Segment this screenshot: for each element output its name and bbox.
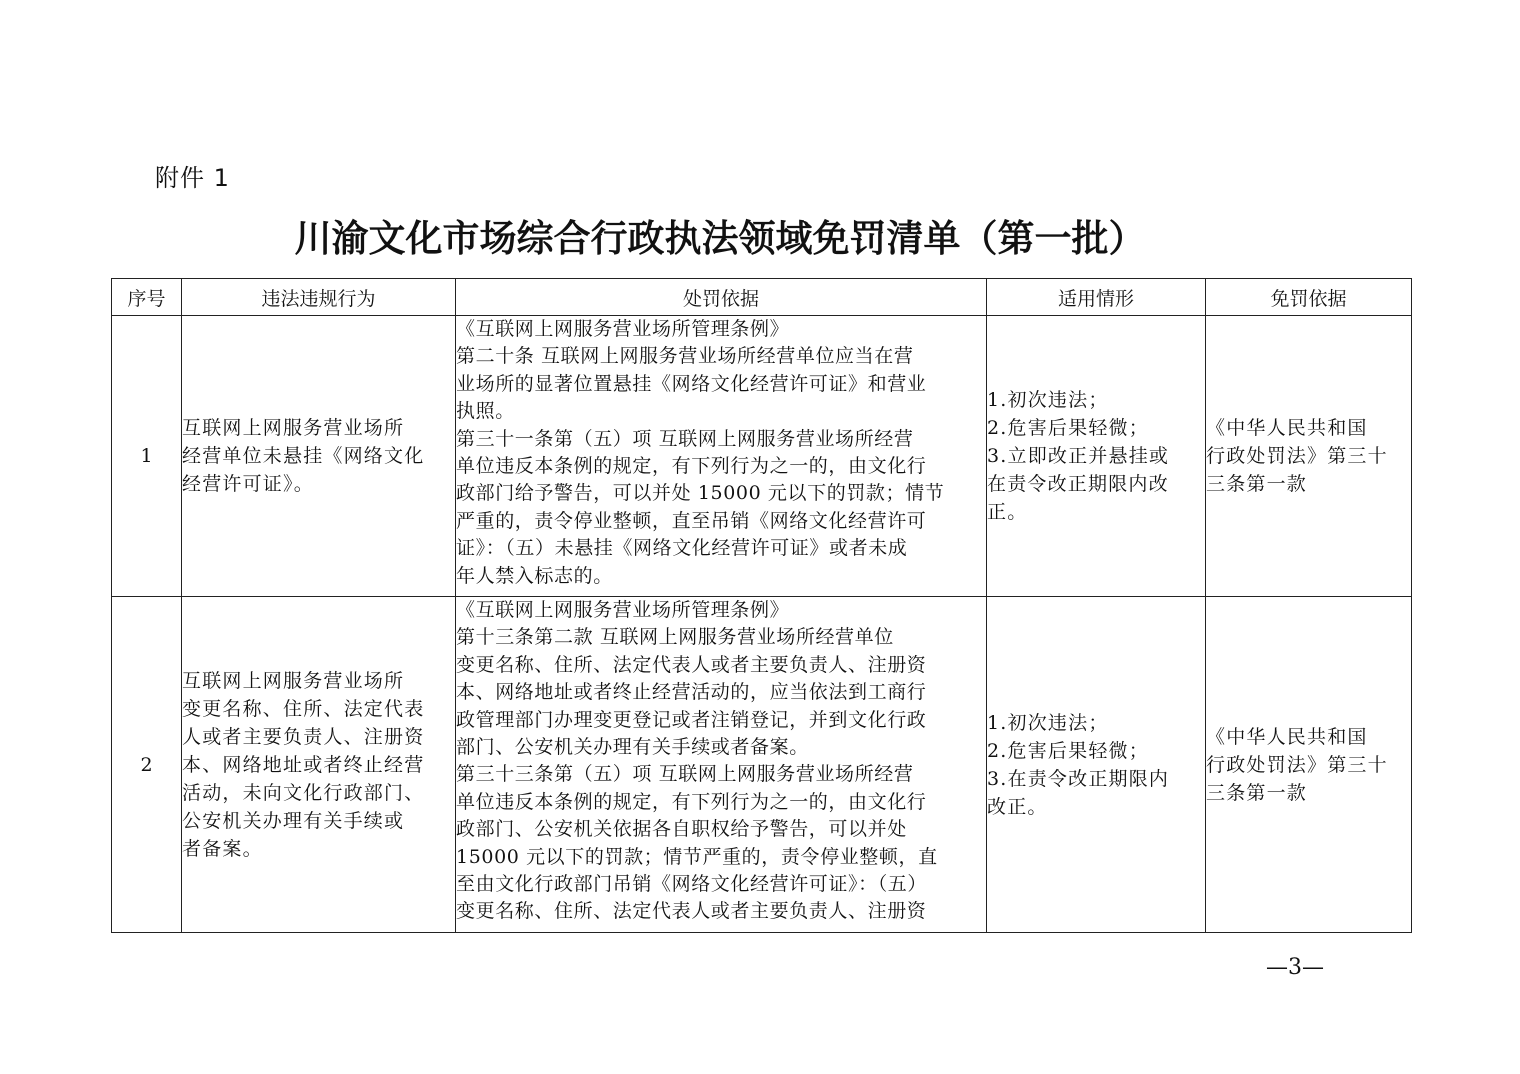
condition-line: 3.立即改正并悬挂或: [987, 445, 1170, 467]
header-exemption-basis: 免罚依据: [1206, 279, 1412, 316]
basis-line: 本、网络地址或者终止经营活动的，应当依法到工商行: [456, 681, 927, 704]
violation-cell: [182, 597, 456, 933]
penalty-basis-cell: [456, 597, 987, 933]
exemption-list-table: [111, 278, 1412, 933]
basis-line: 单位违反本条例的规定，有下列行为之一的，由文化行: [456, 455, 927, 478]
header-violation: 违法违规行为: [182, 279, 456, 316]
violation-line: 互联网上网服务营业场所: [182, 417, 405, 439]
condition-line: 1.初次违法；: [987, 711, 1109, 734]
row-number: 2: [112, 597, 182, 933]
exemption-line: 《中华人民共和国: [1206, 417, 1368, 439]
header-number: 序号: [112, 279, 182, 316]
header-applicable-conditions: 适用情形: [987, 279, 1206, 316]
violation-line: 活动，未向文化行政部门、: [182, 781, 425, 804]
condition-line: 在责令改正期限内改: [987, 473, 1169, 495]
exemption-line: 《中华人民共和国: [1206, 725, 1368, 748]
condition-line: 正。: [987, 501, 1028, 523]
table-row: [112, 597, 1412, 933]
violation-line: 公安机关办理有关手续或: [182, 809, 405, 832]
condition-line: 2.危害后果轻微；: [987, 417, 1149, 439]
basis-line: 变更名称、住所、法定代表人或者主要负责人、注册资: [456, 653, 927, 676]
basis-line: 第二十条 互联网上网服务营业场所经营单位应当在营: [456, 345, 914, 368]
exemption-line: 行政处罚法》第三十: [1206, 445, 1388, 467]
basis-line: 业场所的显著位置悬挂《网络文化经营许可证》和营业: [456, 372, 927, 395]
basis-line: 至由文化行政部门吊销《网络文化经营许可证》：（五）: [456, 873, 928, 896]
basis-line: 单位违反本条例的规定，有下列行为之一的，由文化行: [456, 790, 927, 813]
basis-line: 第三十一条第（五）项 互联网上网服务营业场所经营: [456, 427, 914, 450]
basis-line: 政部门给予警告，可以并处 15000 元以下的罚款；情节: [456, 482, 945, 505]
condition-line: 改正。: [987, 795, 1048, 818]
header-penalty-basis: 处罚依据: [456, 279, 987, 316]
basis-line: 15000 元以下的罚款；情节严重的，责令停业整顿，直: [456, 845, 938, 868]
violation-line: 者备案。: [182, 837, 263, 860]
basis-line: 部门、公安机关办理有关手续或者备案。: [456, 736, 809, 759]
condition-line: 3.在责令改正期限内: [987, 767, 1170, 790]
exemption-line: 行政处罚法》第三十: [1206, 753, 1388, 776]
exemption-basis-cell: [1206, 316, 1412, 597]
page-number: —3—: [1266, 955, 1324, 980]
basis-line: 执照。: [456, 400, 515, 423]
condition-line: 1.初次违法；: [987, 389, 1109, 411]
basis-line: 第十三条第二款 互联网上网服务营业场所经营单位: [456, 626, 894, 649]
violation-line: 变更名称、住所、法定代表: [182, 697, 425, 720]
exemption-basis-cell: [1206, 597, 1412, 933]
table-header-row: [112, 279, 1412, 316]
basis-line: 政部门、公安机关依据各自职权给予警告，可以并处: [456, 818, 907, 841]
violation-cell: [182, 316, 456, 597]
attachment-label: 附件 1: [155, 164, 230, 192]
exemption-line: 三条第一款: [1206, 781, 1308, 804]
document-title: 川渝文化市场综合行政执法领域免罚清单（第一批）: [294, 216, 1146, 260]
row-number: 1: [112, 316, 182, 597]
conditions-cell: [987, 597, 1206, 933]
conditions-cell: [987, 316, 1206, 597]
basis-line: 证》：（五）未悬挂《网络文化经营许可证》或者未成: [456, 537, 908, 560]
basis-line: 严重的，责令停业整顿，直至吊销《网络文化经营许可: [456, 509, 927, 532]
violation-line: 人或者主要负责人、注册资: [182, 725, 425, 748]
basis-line: 政管理部门办理变更登记或者注销登记，并到文化行政: [456, 708, 927, 731]
basis-line: 变更名称、住所、法定代表人或者主要负责人、注册资: [456, 900, 927, 923]
penalty-basis-cell: [456, 316, 987, 597]
basis-line: 《互联网上网服务营业场所管理条例》: [456, 599, 790, 621]
exemption-line: 三条第一款: [1206, 473, 1308, 495]
violation-line: 本、网络地址或者终止经营: [182, 753, 425, 776]
basis-line: 《互联网上网服务营业场所管理条例》: [456, 318, 790, 340]
violation-line: 经营许可证》。: [182, 473, 314, 495]
violation-line: 经营单位未悬挂《网络文化: [182, 445, 425, 467]
table-row: [112, 316, 1412, 597]
condition-line: 2.危害后果轻微；: [987, 739, 1149, 762]
violation-line: 互联网上网服务营业场所: [182, 669, 405, 692]
basis-line: 年人禁入标志的。: [456, 564, 613, 587]
basis-line: 第三十三条第（五）项 互联网上网服务营业场所经营: [456, 763, 914, 786]
